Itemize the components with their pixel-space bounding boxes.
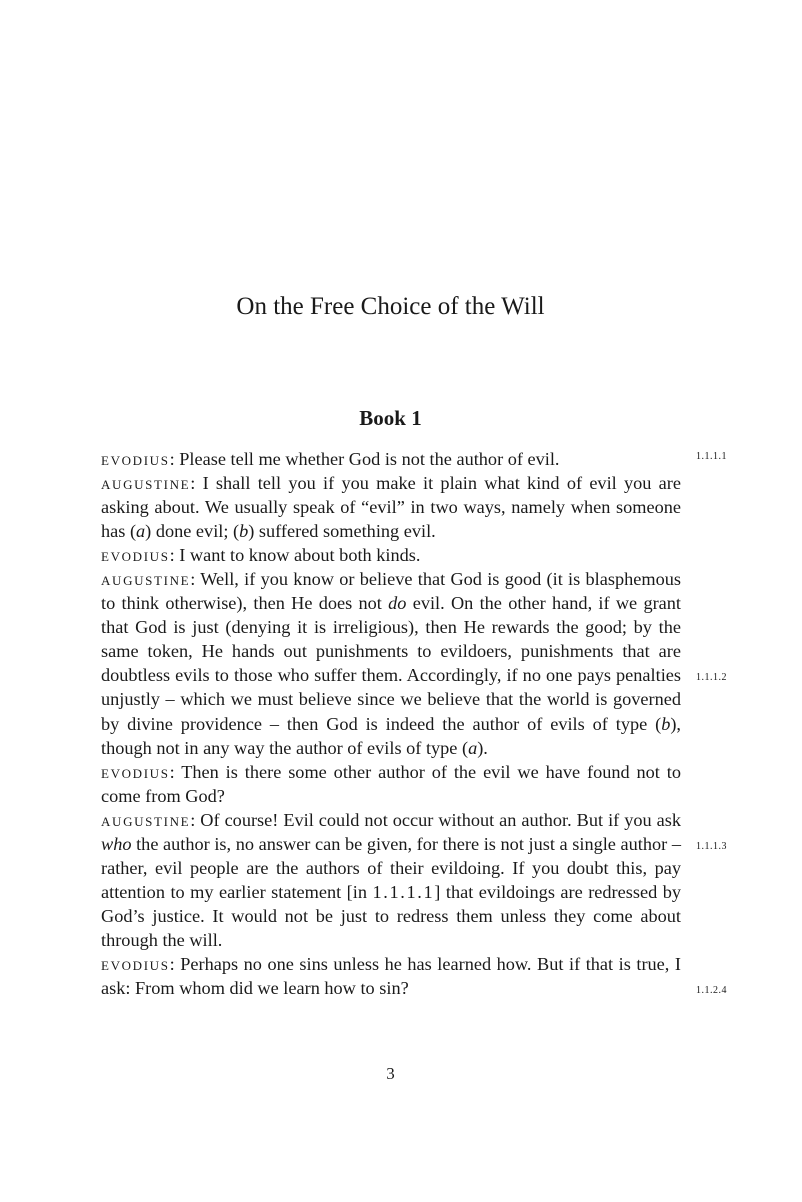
speaker-separator: : bbox=[190, 569, 201, 590]
page-number: 3 bbox=[386, 1064, 395, 1083]
paragraph-text: Well, if you know or believe that God is good (it is blasphemous to think otherwise), then He does not bbox=[101, 569, 681, 614]
speaker-separator: : bbox=[169, 953, 181, 974]
speaker-separator: : bbox=[190, 473, 203, 494]
section-reference: 1.1.1.1 bbox=[372, 881, 435, 902]
paragraph-text: evil. On the other hand, if we grant that God is just (denying it is irreligious), then He rewards the good; by the same token, He hands out punishments to evildoers, punishments that are doubtless evils to those who suffer them. Accordingly, if no one pays penalties unjustly – which we must believe since we believe that the world is governed by divine providence – then God is indeed the author of evils of type ( bbox=[101, 593, 682, 734]
emphasis-text: who bbox=[101, 833, 132, 854]
emphasis-text: b bbox=[239, 521, 249, 542]
paragraph-text: ), though not in any way the author of evils of type ( bbox=[101, 713, 681, 758]
paragraph-text: ] that evildoings are redressed by God’s justice. It would not be just to redress them unless they come about through the will. bbox=[101, 881, 681, 950]
speaker-name: augustine bbox=[101, 809, 191, 830]
dialogue-paragraph bbox=[101, 760, 681, 808]
dialogue-paragraph bbox=[101, 952, 681, 1000]
speaker-separator: : bbox=[169, 545, 180, 566]
paragraph-text: Of course! Evil could not occur without an author. But if you ask bbox=[200, 809, 681, 830]
speaker-name: evodius bbox=[101, 761, 170, 782]
section-marker: 1.1.1.1 bbox=[696, 451, 727, 462]
speaker-separator: : bbox=[169, 761, 182, 782]
emphasis-text: do bbox=[388, 593, 407, 614]
speaker-separator: : bbox=[169, 449, 180, 469]
paragraph-text: Please tell me whether God is not the author of evil. bbox=[179, 449, 560, 469]
dialogue-paragraph bbox=[101, 567, 681, 759]
book-heading: Book 1 bbox=[359, 406, 422, 430]
speaker-name: evodius bbox=[101, 545, 170, 566]
paragraph-text: ) suffered something evil. bbox=[248, 521, 436, 542]
emphasis-text: a bbox=[136, 521, 146, 542]
paragraph-text: I want to know about both kinds. bbox=[179, 545, 421, 566]
speaker-name: evodius bbox=[101, 953, 170, 974]
emphasis-text: a bbox=[468, 737, 478, 758]
dialogue-paragraph bbox=[101, 808, 681, 952]
section-marker: 1.1.1.3 bbox=[696, 841, 727, 852]
section-marker: 1.1.2.4 bbox=[696, 985, 727, 996]
dialogue-paragraph bbox=[101, 471, 681, 543]
paragraph-text: ). bbox=[477, 737, 488, 758]
emphasis-text: b bbox=[661, 713, 671, 734]
speaker-name: augustine bbox=[101, 473, 191, 494]
paragraph-text: the author is, no answer can be given, for there is not just a single author – rather, evil people are the authors of their evildoing. If you doubt this, pay attention to my earlier statement [in bbox=[101, 833, 681, 902]
dialogue-paragraph bbox=[101, 447, 681, 471]
dialogue-paragraph bbox=[101, 543, 681, 567]
paragraph-text: I shall tell you if you make it plain what kind of evil you are asking about. We usually speak of “evil” in two ways, namely when someone has ( bbox=[101, 473, 681, 542]
paragraph-text: Perhaps no one sins unless he has learned how. But if that is true, I ask: From whom did we learn how to sin? bbox=[101, 953, 681, 999]
paragraph-text: ) done evil; ( bbox=[145, 521, 240, 542]
speaker-name: evodius bbox=[101, 449, 170, 469]
page-title: On the Free Choice of the Will bbox=[236, 293, 545, 320]
dialogue-text bbox=[101, 447, 681, 1000]
speaker-name: augustine bbox=[101, 569, 191, 590]
speaker-separator: : bbox=[190, 809, 201, 830]
section-marker: 1.1.1.2 bbox=[696, 672, 727, 683]
paragraph-text: Then is there some other author of the evil we have found not to come from God? bbox=[101, 761, 681, 806]
